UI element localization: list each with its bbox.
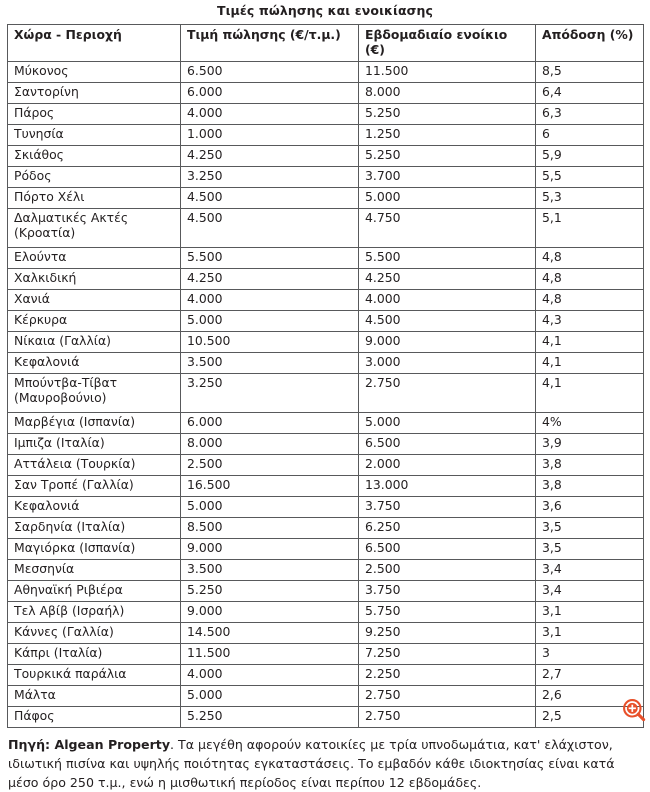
cell-yield: 3,1: [536, 601, 644, 622]
cell-yield: 4,8: [536, 247, 644, 268]
cell-sale-price: 5.250: [181, 706, 359, 727]
table-row: [8, 685, 644, 706]
cell-yield: 5,9: [536, 145, 644, 166]
cell-weekly-rent: 5.000: [359, 412, 536, 433]
cell-sale-price: 4.500: [181, 208, 359, 247]
table-row: [8, 433, 644, 454]
column-header-sale-price: Τιμή πώλησης (€/τ.μ.): [181, 25, 359, 62]
cell-yield: 4%: [536, 412, 644, 433]
cell-region: Σαντορίνη: [8, 82, 181, 103]
cell-sale-price: 10.500: [181, 331, 359, 352]
cell-region: Μαρβέγια (Ισπανία): [8, 412, 181, 433]
cell-yield: 4,8: [536, 289, 644, 310]
cell-yield: 2,7: [536, 664, 644, 685]
cell-region: Νίκαια (Γαλλία): [8, 331, 181, 352]
sale-and-rent-prices-table: [7, 24, 644, 728]
cell-sale-price: 6.000: [181, 412, 359, 433]
cell-region: Σαν Τροπέ (Γαλλία): [8, 475, 181, 496]
cell-yield: 2,5: [536, 706, 644, 727]
cell-weekly-rent: 2.750: [359, 706, 536, 727]
cell-region: Σαρδηνία (Ιταλία): [8, 517, 181, 538]
cell-yield: 4,1: [536, 373, 644, 412]
source-note: [8, 735, 642, 792]
cell-yield: 6,4: [536, 82, 644, 103]
cell-yield: 2,6: [536, 685, 644, 706]
cell-sale-price: 2.500: [181, 454, 359, 475]
cell-sale-price: 3.500: [181, 559, 359, 580]
source-label: Πηγή: Algean Property: [8, 736, 171, 752]
cell-weekly-rent: 11.500: [359, 61, 536, 82]
table-row: [8, 331, 644, 352]
table-row: [8, 538, 644, 559]
cell-region: Χαλκιδική: [8, 268, 181, 289]
cell-yield: 5,3: [536, 187, 644, 208]
cell-region: Κάπρι (Ιταλία): [8, 643, 181, 664]
cell-region: Κάννες (Γαλλία): [8, 622, 181, 643]
cell-region: Ελούντα: [8, 247, 181, 268]
cell-weekly-rent: 7.250: [359, 643, 536, 664]
cell-weekly-rent: 9.000: [359, 331, 536, 352]
cell-yield: 3,5: [536, 517, 644, 538]
cell-yield: 4,8: [536, 268, 644, 289]
cell-weekly-rent: 9.250: [359, 622, 536, 643]
cell-yield: 3: [536, 643, 644, 664]
cell-region: Κεφαλονιά: [8, 352, 181, 373]
cell-weekly-rent: 2.750: [359, 373, 536, 412]
table-row: [8, 208, 644, 247]
cell-sale-price: 6.000: [181, 82, 359, 103]
cell-sale-price: 11.500: [181, 643, 359, 664]
cell-yield: 3,8: [536, 454, 644, 475]
cell-sale-price: 8.000: [181, 433, 359, 454]
cell-yield: 3,5: [536, 538, 644, 559]
zoom-in-icon[interactable]: [622, 698, 646, 722]
table-row: [8, 601, 644, 622]
cell-weekly-rent: 4.250: [359, 268, 536, 289]
cell-region: Πάρος: [8, 103, 181, 124]
cell-weekly-rent: 4.500: [359, 310, 536, 331]
cell-region: Μύκονος: [8, 61, 181, 82]
table-row: [8, 268, 644, 289]
cell-weekly-rent: 2.500: [359, 559, 536, 580]
cell-sale-price: 14.500: [181, 622, 359, 643]
table-row: [8, 124, 644, 145]
cell-sale-price: 4.000: [181, 289, 359, 310]
cell-region: Δαλματικές Ακτές (Κροατία): [8, 208, 181, 247]
cell-sale-price: 5.000: [181, 310, 359, 331]
cell-sale-price: 5.250: [181, 580, 359, 601]
table-row: [8, 145, 644, 166]
table-row: [8, 187, 644, 208]
table-row: [8, 166, 644, 187]
table-header-row: [8, 25, 644, 62]
cell-weekly-rent: 5.250: [359, 145, 536, 166]
table-row: [8, 454, 644, 475]
cell-yield: 8,5: [536, 61, 644, 82]
table-header: [8, 25, 644, 62]
cell-sale-price: 4.000: [181, 103, 359, 124]
table-row: [8, 559, 644, 580]
source-note-body: . Τα μεγέθη αφορούν κατοικίες με τρία υπνοδωμάτια, κατ' ελάχιστον, ιδιωτική πισίνα και υψηλής ποιότητας εγκαταστάσεις. Το εμβαδόν κάθε ιδιοκτησίας είναι κατά μέσο όρο 250 τ.μ., ενώ η μισθωτική περίοδος είναι περίπου 12 εβδομάδες.: [8, 736, 615, 790]
cell-region: Μεσσηνία: [8, 559, 181, 580]
cell-region: Τυνησία: [8, 124, 181, 145]
table-row: [8, 622, 644, 643]
cell-sale-price: 5.500: [181, 247, 359, 268]
table-body: [8, 61, 644, 727]
cell-region: Πάφος: [8, 706, 181, 727]
table-row: [8, 247, 644, 268]
cell-weekly-rent: 2.250: [359, 664, 536, 685]
table-row: [8, 475, 644, 496]
cell-weekly-rent: 6.500: [359, 433, 536, 454]
cell-yield: 3,8: [536, 475, 644, 496]
cell-region: Μπούντβα-Τίβατ (Μαυροβούνιο): [8, 373, 181, 412]
cell-sale-price: 6.500: [181, 61, 359, 82]
cell-weekly-rent: 5.000: [359, 187, 536, 208]
cell-yield: 3,4: [536, 559, 644, 580]
cell-weekly-rent: 13.000: [359, 475, 536, 496]
cell-sale-price: 5.000: [181, 685, 359, 706]
cell-region: Τουρκικά παράλια: [8, 664, 181, 685]
table-row: [8, 289, 644, 310]
cell-yield: 4,1: [536, 331, 644, 352]
table-row: [8, 373, 644, 412]
cell-weekly-rent: 2.000: [359, 454, 536, 475]
cell-region: Ιμπιζα (Ιταλία): [8, 433, 181, 454]
cell-region: Ρόδος: [8, 166, 181, 187]
table-row: [8, 103, 644, 124]
cell-weekly-rent: 6.250: [359, 517, 536, 538]
cell-yield: 3,1: [536, 622, 644, 643]
table-row: [8, 643, 644, 664]
cell-sale-price: 4.250: [181, 268, 359, 289]
cell-yield: 3,9: [536, 433, 644, 454]
cell-region: Αθηναϊκή Ριβιέρα: [8, 580, 181, 601]
cell-weekly-rent: 5.250: [359, 103, 536, 124]
column-header-weekly-rent: Εβδομαδιαίο ενοίκιο (€): [359, 25, 536, 62]
cell-weekly-rent: 4.000: [359, 289, 536, 310]
cell-region: Κεφαλονιά: [8, 496, 181, 517]
cell-region: Κέρκυρα: [8, 310, 181, 331]
table-row: [8, 664, 644, 685]
cell-yield: 3,6: [536, 496, 644, 517]
cell-region: Χανιά: [8, 289, 181, 310]
cell-sale-price: 4.500: [181, 187, 359, 208]
cell-region: Μαγιόρκα (Ισπανία): [8, 538, 181, 559]
cell-sale-price: 3.250: [181, 166, 359, 187]
cell-weekly-rent: 6.500: [359, 538, 536, 559]
cell-region: Πόρτο Χέλι: [8, 187, 181, 208]
cell-yield: 4,3: [536, 310, 644, 331]
table-row: [8, 496, 644, 517]
table-row: [8, 706, 644, 727]
cell-region: Αττάλεια (Τουρκία): [8, 454, 181, 475]
cell-sale-price: 5.000: [181, 496, 359, 517]
table-row: [8, 352, 644, 373]
table-row: [8, 61, 644, 82]
column-header-yield: Απόδοση (%): [536, 25, 644, 62]
cell-weekly-rent: 2.750: [359, 685, 536, 706]
cell-weekly-rent: 3.700: [359, 166, 536, 187]
cell-weekly-rent: 5.750: [359, 601, 536, 622]
cell-yield: 3,4: [536, 580, 644, 601]
table-row: [8, 412, 644, 433]
cell-region: Σκιάθος: [8, 145, 181, 166]
cell-sale-price: 8.500: [181, 517, 359, 538]
table-row: [8, 580, 644, 601]
cell-weekly-rent: 3.000: [359, 352, 536, 373]
cell-region: Μάλτα: [8, 685, 181, 706]
cell-weekly-rent: 3.750: [359, 580, 536, 601]
cell-region: Τελ Αβίβ (Ισραήλ): [8, 601, 181, 622]
cell-sale-price: 4.000: [181, 664, 359, 685]
cell-yield: 6,3: [536, 103, 644, 124]
cell-weekly-rent: 4.750: [359, 208, 536, 247]
table-row: [8, 517, 644, 538]
cell-sale-price: 9.000: [181, 601, 359, 622]
cell-yield: 5,5: [536, 166, 644, 187]
cell-yield: 6: [536, 124, 644, 145]
cell-sale-price: 4.250: [181, 145, 359, 166]
table-row: [8, 310, 644, 331]
cell-sale-price: 3.500: [181, 352, 359, 373]
cell-yield: 5,1: [536, 208, 644, 247]
cell-weekly-rent: 1.250: [359, 124, 536, 145]
cell-weekly-rent: 3.750: [359, 496, 536, 517]
cell-weekly-rent: 5.500: [359, 247, 536, 268]
cell-yield: 4,1: [536, 352, 644, 373]
cell-sale-price: 9.000: [181, 538, 359, 559]
table-row: [8, 82, 644, 103]
cell-sale-price: 16.500: [181, 475, 359, 496]
cell-sale-price: 1.000: [181, 124, 359, 145]
cell-weekly-rent: 8.000: [359, 82, 536, 103]
cell-sale-price: 3.250: [181, 373, 359, 412]
column-header-region: Χώρα - Περιοχή: [8, 25, 181, 62]
page-title: Τιμές πώλησης και ενοικίασης: [216, 3, 434, 18]
